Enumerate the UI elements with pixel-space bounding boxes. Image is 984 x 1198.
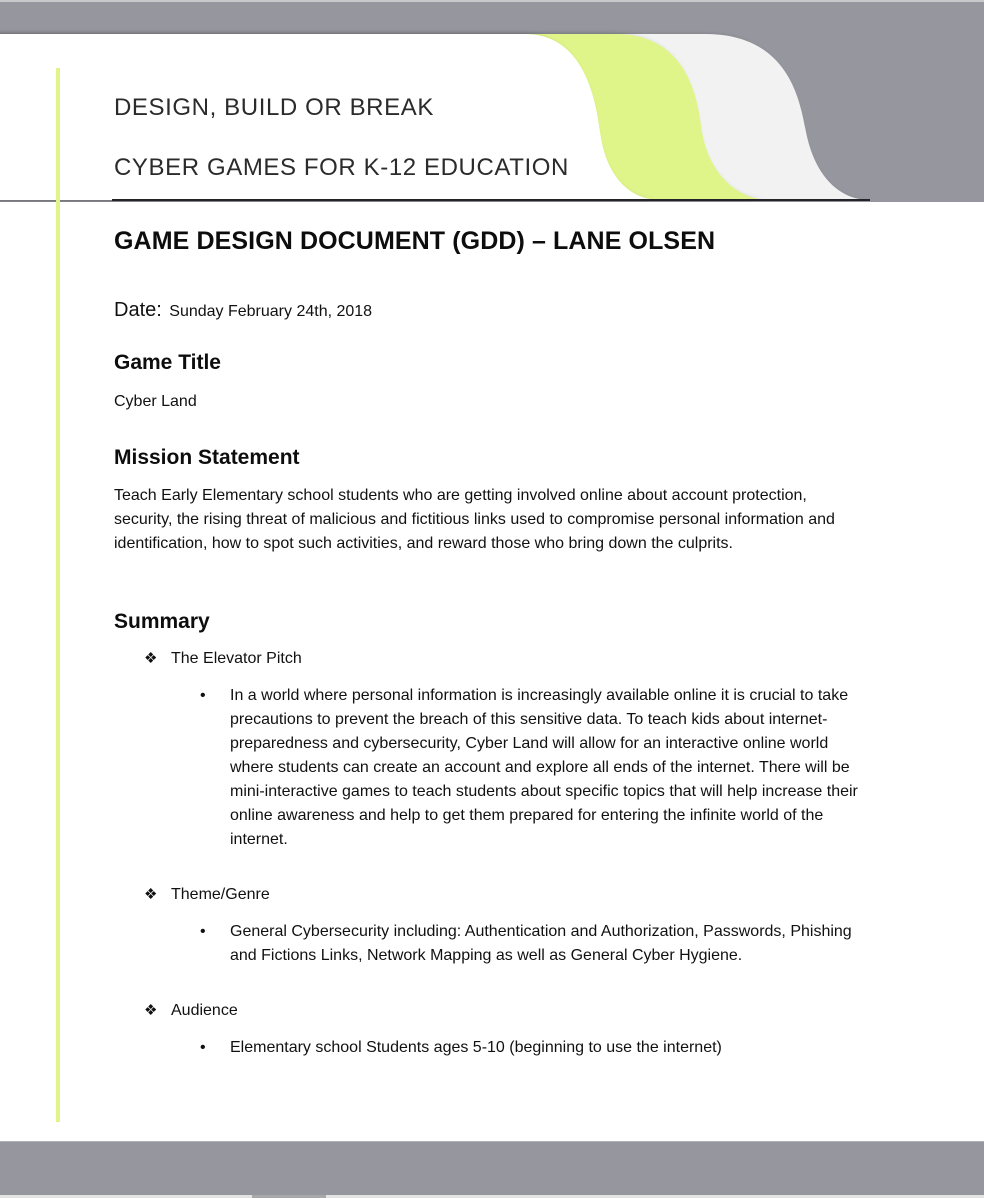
dot-bullet-icon: • xyxy=(200,687,206,704)
dot-bullet-icon: • xyxy=(200,923,206,940)
game-title-value: Cyber Land xyxy=(114,393,197,410)
diamond-bullet-icon: ❖ xyxy=(144,1002,158,1019)
mission-text: Teach Early Elementary school students who are getting involved online about account protection, security, the rising threat of malicious and fictitious links used to compromise personal information and identification, how to spot such activities, and reward those who bring down the culprits. xyxy=(114,487,835,552)
left-accent-bar xyxy=(56,68,60,1122)
footer-band xyxy=(0,1141,984,1196)
sub-list-item xyxy=(200,684,870,852)
header-kicker-1: DESIGN, BUILD OR BREAK xyxy=(114,94,434,121)
list-item-audience xyxy=(144,1001,238,1020)
list-item-theme-genre xyxy=(144,885,270,904)
diamond-bullet-icon: ❖ xyxy=(144,886,158,903)
document-title: GAME DESIGN DOCUMENT (GDD) – LANE OLSEN xyxy=(114,227,716,255)
dot-bullet-icon: • xyxy=(200,1039,206,1056)
date-value: Sunday February 24th, 2018 xyxy=(169,303,373,320)
sub-list-text: In a world where personal information is increasingly available online it is crucial to take precautions to prevent the breach of this sensitive data. To teach kids about internet-preparedness and cybersecurity, Cyber Land will allow for an interactive online world where students can create an account and explore all ends of the internet. There will be mini-interactive games to teach students about specific topics that will help increase their online awareness and help to get them prepared for entering the infinite world of the internet. xyxy=(230,687,858,848)
sub-list-item xyxy=(200,1036,870,1060)
list-item-label: Audience xyxy=(171,1002,238,1019)
game-title-heading: Game Title xyxy=(114,351,221,374)
date-line xyxy=(114,299,372,322)
sub-list-text: General Cybersecurity including: Authentication and Authorization, Passwords, Phishing and Fictions Links, Network Mapping as well as General Cyber Hygiene. xyxy=(230,923,852,964)
header-kicker-2: CYBER GAMES FOR K-12 EDUCATION xyxy=(114,154,569,181)
sub-list-text: Elementary school Students ages 5-10 (beginning to use the internet) xyxy=(230,1039,722,1056)
list-item-label: Theme/Genre xyxy=(171,886,270,903)
diamond-bullet-icon: ❖ xyxy=(144,650,158,667)
summary-heading: Summary xyxy=(114,610,210,633)
list-item-elevator-pitch xyxy=(144,649,302,668)
sub-list-item xyxy=(200,920,870,968)
header-rule xyxy=(112,199,870,201)
mission-heading: Mission Statement xyxy=(114,446,300,469)
list-item-label: The Elevator Pitch xyxy=(171,650,302,667)
date-label: Date: xyxy=(114,299,162,321)
